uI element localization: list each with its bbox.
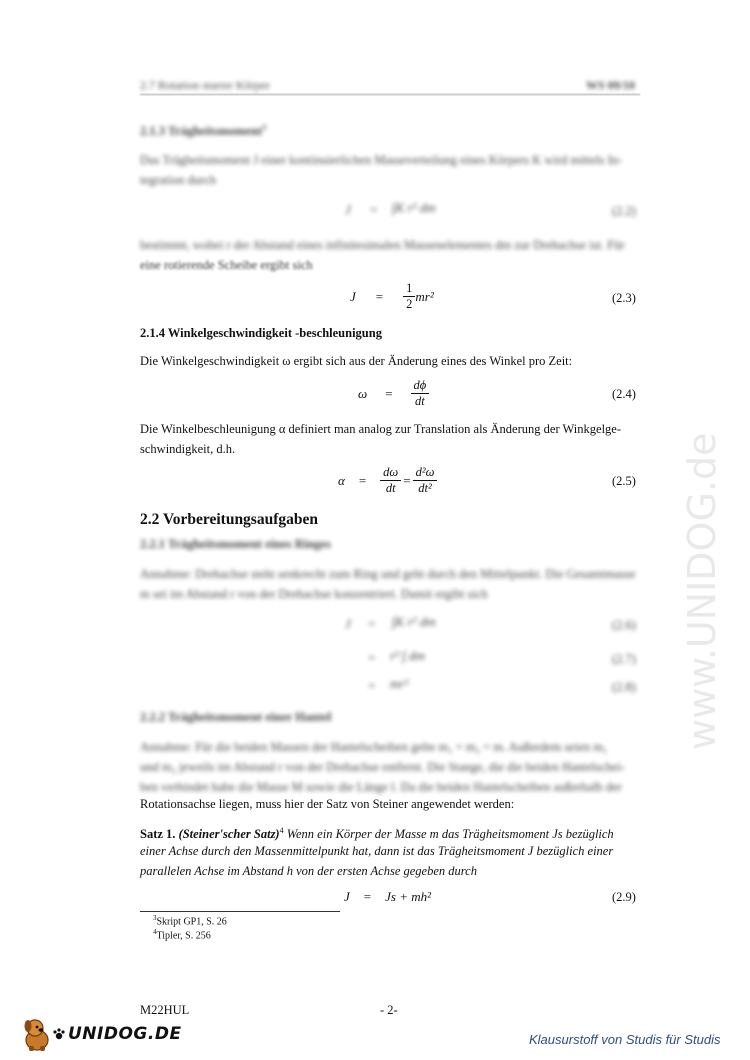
equation-2-5	[338, 465, 437, 496]
equation-2-3-rest: mr²	[415, 288, 434, 304]
angular-acceleration-text-1: Die Winkelbeschleunigung α definiert man analog zur Translation als Änderung der Winkgelge-	[140, 422, 622, 436]
equation-2-4-number: (2.4)	[612, 387, 636, 401]
equation-2-2-number: (2.2)	[612, 204, 636, 218]
equation-2-5-lhs: α	[338, 472, 345, 488]
watermark-svg	[680, 340, 725, 760]
footnote-3: $^3$Skript GP1, S. 26	[153, 914, 227, 928]
footnote-rule	[140, 911, 340, 912]
equation-2-2-eq: =	[370, 202, 378, 217]
equation-2-4	[358, 378, 429, 409]
equation-2-2-lhs: J	[345, 202, 351, 217]
section-2-2-1-text-1: Annahme: Drehachse steht senkrecht zum Ring und geht durch den Mittelpunkt. Die Gesamtmasse	[140, 567, 636, 581]
equation-2-7-number: (2.7)	[612, 652, 636, 666]
section-2-2-1-text-2: m sei im Abstand r von der Drehachse konzentriert. Damit ergibt sich	[140, 587, 488, 601]
equation-2-9-eq: =	[363, 889, 372, 904]
equation-2-5-fraction-2: $\frac{\text{d²ω}}{\text{dt²}}$	[413, 465, 438, 496]
equation-2-9	[344, 889, 431, 905]
equation-2-9-lhs: J	[344, 889, 350, 904]
watermark	[680, 340, 725, 760]
section-2-2-2-text-1: Annahme: Für die beiden Massen der Hantelscheiben gelte m₁ = m₂ = m. Außerdem seien m₁	[140, 740, 608, 754]
section-2-2-2-text-3: ben verbindet habe die Masse M sowie die Länge l. Da die beiden Hantelscheiben außerhalb der	[140, 780, 622, 794]
section-2-2-title: 2.2 Vorbereitungsaufgaben	[140, 511, 318, 528]
equation-2-3	[350, 281, 434, 312]
equation-2-8-number: (2.8)	[612, 680, 636, 694]
equation-2-4-fraction: $\frac{d\phi}{dt}$	[411, 378, 430, 409]
theorem-line-1: Wenn ein Körper der Masse m das Trägheitsmoment Js bezüglich	[283, 827, 614, 842]
header-rule	[140, 94, 640, 95]
equation-2-3-eq: =	[375, 288, 384, 304]
equation-2-6-number: (2.6)	[612, 618, 636, 632]
theorem-line-2: einer Achse durch den Massenmittelpunkt hat, dann ist das Trägheitsmoment J bezüglich einer	[140, 844, 614, 858]
running-header-left: 2.7 Rotation starrer Körper	[140, 78, 270, 92]
section-2-1-3-text-1: Das Trägheitsmoment J einer kontinuierlichen Masseverteilung eines Körpers K wird mittels In-	[140, 153, 623, 167]
equation-2-7-eq: =	[368, 650, 376, 665]
equation-2-4-lhs: ω	[358, 385, 368, 401]
theorem-label: Satz 1.	[140, 827, 176, 842]
section-2-1-3-text-4: eine rotierende Scheibe ergibt sich	[140, 258, 313, 272]
footnote-4: $^4$Tipler, S. 256	[153, 928, 211, 942]
equation-2-5-eq: =	[358, 472, 367, 488]
equation-2-6-rhs: ∫K r² dm	[392, 614, 436, 629]
equation-2-9-number: (2.9)	[612, 890, 636, 904]
dog-icon	[20, 1016, 54, 1052]
equation-2-7-rhs: r² ∫ dm	[390, 648, 425, 663]
unidog-logo[interactable]	[20, 1016, 182, 1052]
section-2-2-2-title: 2.2.2 Trägheitsmoment einer Hantel	[140, 710, 332, 724]
page-number: - 2-	[380, 1003, 398, 1017]
equation-2-5-eq-2: =	[403, 472, 411, 488]
section-2-1-3-text-2: tegration durch	[140, 173, 217, 187]
watermark-text: www.UNIDOG.de	[680, 432, 724, 750]
angular-acceleration-text-2: schwindigkeit, d.h.	[140, 442, 236, 456]
section-2-1-4-title: 2.1.4 Winkelgeschwindigkeit -beschleunigung	[140, 326, 382, 340]
footer-left: M22HUL	[140, 1003, 190, 1017]
equation-2-6-lhs: J	[345, 616, 351, 631]
equation-2-3-lhs: J	[350, 288, 356, 304]
paw-icon	[52, 1027, 66, 1041]
equation-2-3-number: (2.3)	[612, 291, 636, 305]
equation-2-3-fraction: $\frac{1}{2}$	[403, 281, 415, 312]
section-2-2-2-text-2: und m₂ jeweils im Abstand r von der Drehachse entfernt. Die Stange, die die beiden Hantelschei-	[140, 760, 626, 774]
theorem-line-3: parallelen Achse im Abstand h von der ersten Achse gegeben durch	[140, 864, 477, 878]
section-2-1-3-text-3: bestimmt, wobei r der Abstand eines infinitesimalen Massenelementes dm zur Drehachse ist. Für	[140, 238, 625, 252]
section-2-2-1-title: 2.2.1 Trägheitsmoment eines Ringes	[140, 537, 331, 551]
section-2-1-3-title: 2.1.3 Trägheitsmoment$^3$	[140, 123, 267, 139]
tagline: Klausurstoff von Studis für Studis	[529, 1032, 721, 1047]
equation-2-8-rhs: mr²	[390, 676, 409, 691]
equation-2-6-eq: =	[368, 616, 376, 631]
equation-2-5-fraction-1: $\frac{d\omega}{dt}$	[380, 465, 401, 496]
section-2-1-4-text: Die Winkelgeschwindigkeit ω ergibt sich aus der Änderung eines des Winkel pro Zeit:	[140, 354, 573, 368]
equation-2-2-rhs: ∫K r² dm	[392, 200, 436, 215]
theorem-footnote-mark: 4	[279, 826, 284, 835]
running-header-right: WS 09/10	[586, 78, 636, 92]
equation-2-4-eq: =	[385, 385, 393, 401]
equation-2-5-number: (2.5)	[612, 474, 636, 488]
equation-2-8-eq: =	[368, 678, 376, 693]
logo-text: UNIDOG.DE	[68, 1024, 182, 1044]
theorem-name: (Steiner'scher Satz)	[178, 827, 280, 842]
section-2-2-2-text-4: Rotationsachse liegen, muss hier der Satz von Steiner angewendet werden:	[140, 797, 515, 811]
equation-2-9-rhs: Js + mh²	[385, 889, 432, 904]
